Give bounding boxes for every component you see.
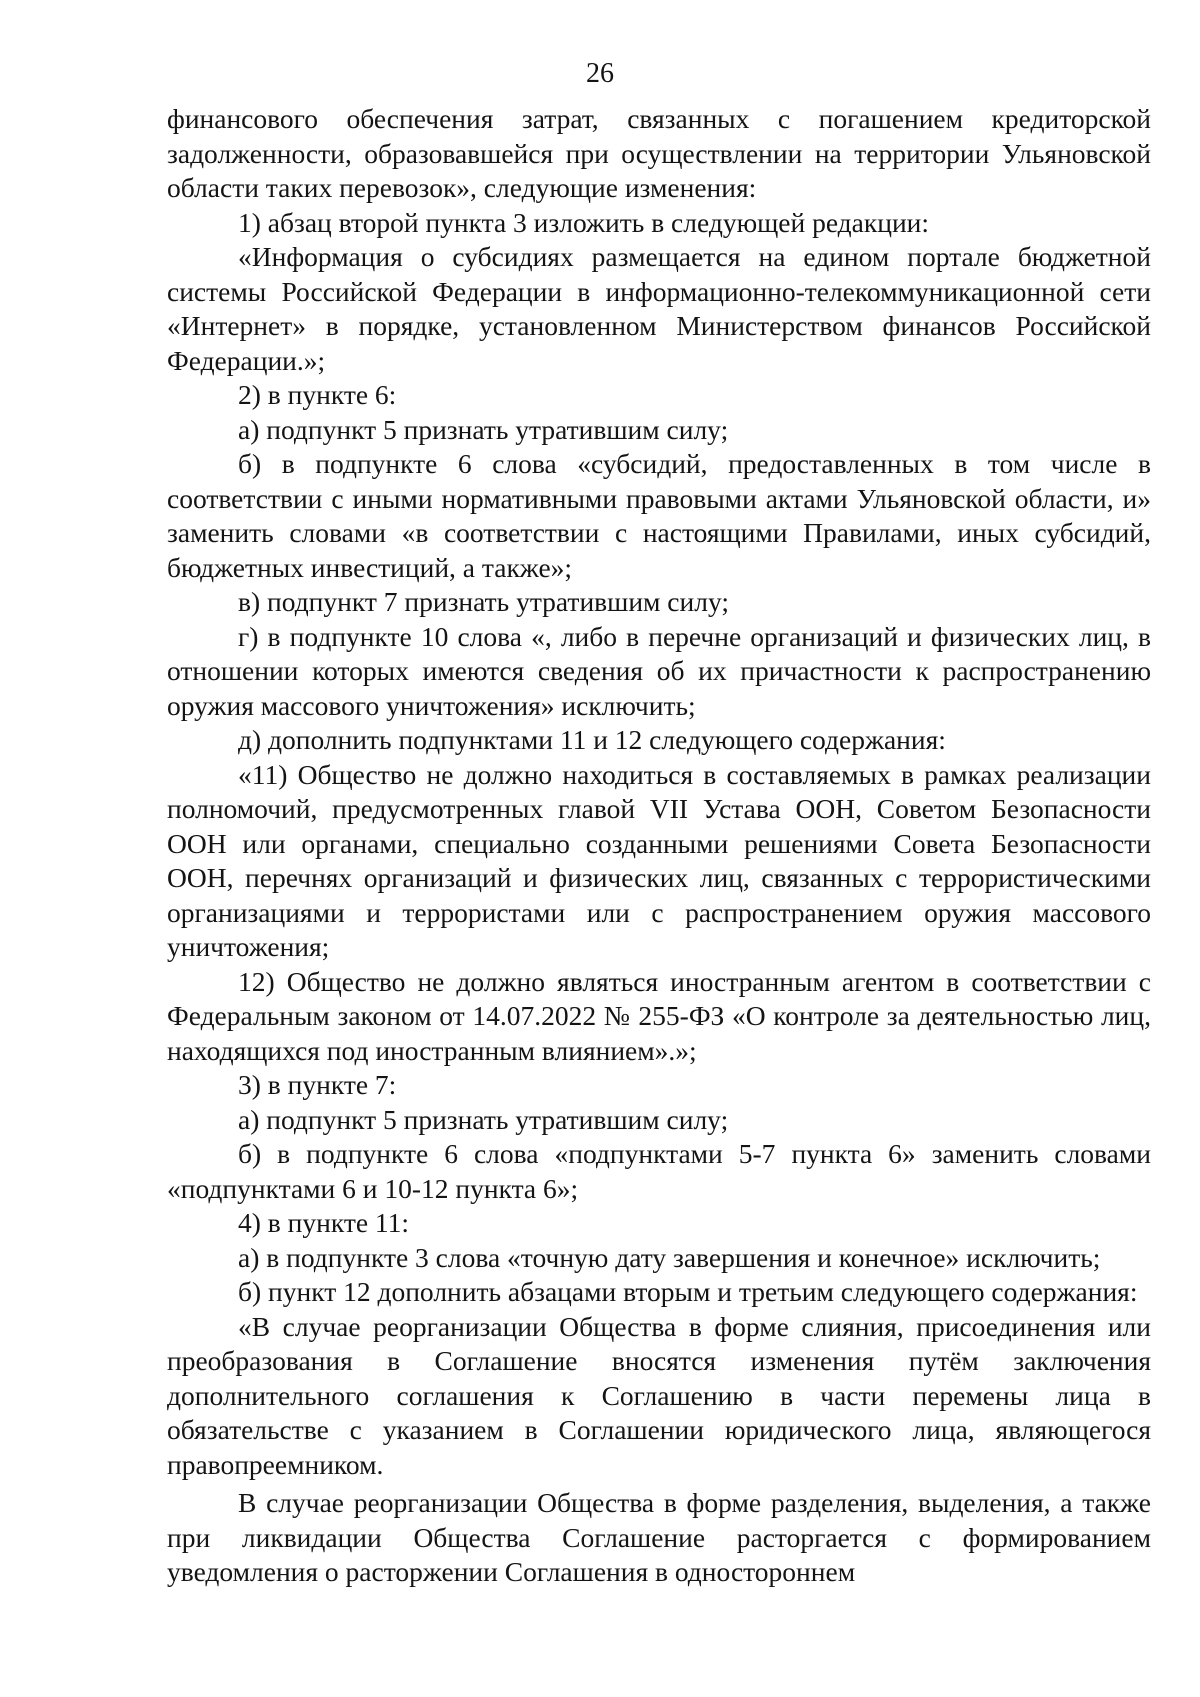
paragraph: 12) Общество не должно являться иностранным агентом в соответствии с Федеральным законом от 14.07.2022 № 255-ФЗ «О контроле за деятельностью лиц, находящихся под иностранным влиянием».»; (167, 965, 1151, 1066)
paragraph: б) пункт 12 дополнить абзацами вторым и третьим следующего содержания: (238, 1276, 1138, 1307)
document-body (167, 102, 1151, 1590)
paragraph: В случае реорганизации Общества в форме разделения, выделения, а также при ликвидации Общества Соглашение расторгается с формированием уведомления о расторжении Соглашения в одностороннем (167, 1487, 1151, 1587)
paragraph: финансового обеспечения затрат, связанных с погашением кредиторской задолженности, образовавшейся при осуществлении на территории Ульяновской области таких перевозок», следующие изменения: (167, 103, 1151, 203)
paragraph: а) в подпункте 3 слова «точную дату завершения и конечное» исключить; (238, 1241, 1101, 1273)
paragraph: г) в подпункте 10 слова «, либо в перечне организаций и физических лиц, в отношении которых имеются сведения об их причастности к распространению оружия массового уничтожения» исключить; (167, 620, 1151, 721)
paragraph: «Информация о субсидиях размещается на едином портале бюджетной системы Российской Федерации в информационно-телекоммуникационной сети «Интернет» в порядке, установленном Министерством финансов Российской Федерации.»; (167, 241, 1151, 376)
paragraph: в) подпункт 7 признать утратившим силу; (238, 586, 729, 617)
paragraph: 2) в пункте 6: (238, 379, 397, 410)
paragraph: а) подпункт 5 признать утратившим силу; (238, 413, 729, 445)
paragraph: 1) абзац второй пункта 3 изложить в следующей редакции: (238, 206, 930, 238)
paragraph: а) подпункт 5 признать утратившим силу; (238, 1103, 729, 1135)
paragraph: 4) в пункте 11: (238, 1207, 410, 1238)
paragraph: «В случае реорганизации Общества в форме слияния, присоединения или преобразования в Соглашение вносятся изменения путём заключения дополнительного соглашения к Соглашению в части перемены лица в обязательстве с указанием в Соглашении юридического лица, являющегося правопреемником. (167, 1310, 1151, 1480)
paragraph: д) дополнить подпунктами 11 и 12 следующего содержания: (238, 724, 946, 755)
paragraph: 3) в пункте 7: (238, 1069, 397, 1100)
paragraph: б) в подпункте 6 слова «субсидий, предоставленных в том числе в соответствии с иными нормативными правовыми актами Ульяновской области, и» заменить словами «в соответствии с настоящими Правилами, иных субсидий, бюджетных инвестиций, а также»; (167, 448, 1151, 583)
paragraph: б) в подпункте 6 слова «подпунктами 5-7 пункта 6» заменить словами «подпунктами 6 и 10-12 пункта 6»; (167, 1138, 1151, 1204)
paragraph: «11) Общество не должно находиться в составляемых в рамках реализации полномочий, предусмотренных главой VII Устава ООН, Советом Безопасности ООН или органами, специально созданными решениями Совета Безопасности ООН, перечнях организаций и физических лиц, связанных с террористическими организациями и террористами или с распространением оружия массового уничтожения; (167, 758, 1151, 962)
page-number: 26 (586, 58, 614, 89)
